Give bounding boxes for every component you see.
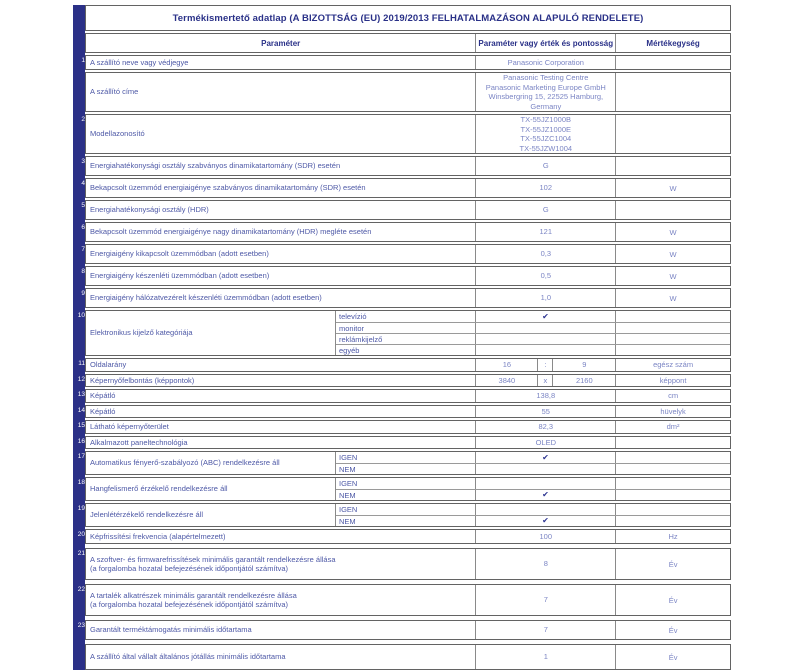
value-cell: 1 bbox=[476, 645, 616, 669]
value-line: Panasonic Marketing Europe GmbH bbox=[485, 82, 606, 92]
param-text: Energiaigény hálózatvezérelt készenléti üzemmódban (adott esetben) bbox=[90, 293, 322, 303]
row-cells bbox=[86, 421, 730, 433]
option-label: NEM bbox=[336, 516, 476, 526]
ratio-value-right: 9 bbox=[582, 360, 587, 369]
row-number: 3 bbox=[81, 158, 85, 165]
table-row bbox=[81, 200, 731, 220]
row-cells bbox=[86, 201, 730, 219]
row-cells bbox=[86, 56, 730, 69]
value-line: Winsbergring 15, 22525 Hamburg, Germany bbox=[488, 92, 604, 111]
table-body bbox=[77, 55, 731, 670]
param-text: Képátló bbox=[90, 391, 116, 400]
param-text: Bekapcsolt üzemmód energiaigénye szabványos dinamikatartomány (SDR) esetén bbox=[90, 183, 366, 193]
checkmark-icon: ✔ bbox=[542, 490, 549, 499]
param-text: Energiaigény kikapcsolt üzemmódban (adott esetben) bbox=[90, 249, 269, 259]
row-number: 15 bbox=[77, 422, 85, 429]
row-number: 11 bbox=[78, 360, 85, 367]
row-number: 8 bbox=[81, 268, 85, 275]
value-cell: 0,3 bbox=[476, 245, 616, 263]
checkmark-icon: ✔ bbox=[542, 311, 549, 321]
table-row bbox=[77, 436, 731, 450]
option-row bbox=[336, 504, 730, 515]
unit-cell: W bbox=[669, 183, 677, 193]
param-label bbox=[86, 157, 476, 175]
param-label bbox=[86, 289, 476, 307]
param-text: A szállító címe bbox=[90, 87, 139, 97]
unit-cell: W bbox=[669, 249, 677, 259]
param-label bbox=[86, 375, 476, 387]
subrow-group bbox=[86, 311, 730, 355]
value-cell bbox=[476, 359, 616, 371]
value-cell: G bbox=[476, 157, 616, 175]
option-label: IGEN bbox=[336, 452, 476, 463]
unit-cell bbox=[616, 115, 730, 153]
value-cell: 138,8 bbox=[476, 390, 616, 402]
unit-cell bbox=[616, 464, 730, 474]
option-label: NEM bbox=[336, 464, 476, 474]
row-number: 12 bbox=[77, 375, 85, 383]
param-label bbox=[86, 530, 476, 543]
param-text: A szoftver- és firmwarefrissítések minimális garantált rendelkezésre állása bbox=[90, 554, 336, 564]
sheet-title: Termékismertető adatlap (A BIZOTTSÁG (EU) 2019/2013 FELHATALMAZÁSON ALAPULÓ RENDELETE) bbox=[172, 12, 644, 24]
param-label bbox=[86, 585, 476, 615]
value-cell: 82,3 bbox=[476, 421, 616, 433]
value-cell: 1,0 bbox=[476, 289, 616, 307]
row-number: 10 bbox=[77, 312, 85, 319]
param-label bbox=[86, 115, 476, 153]
option-value-cell bbox=[476, 516, 616, 526]
value-cell: 121 bbox=[476, 223, 616, 241]
unit-cell bbox=[616, 323, 730, 333]
option-value-cell bbox=[476, 345, 616, 355]
ratio-separator: x bbox=[538, 375, 553, 387]
unit-cell: Év bbox=[668, 625, 678, 635]
subrow-group bbox=[86, 478, 730, 500]
option-value-cell bbox=[476, 452, 616, 463]
row-cells bbox=[86, 245, 730, 263]
option-row bbox=[336, 452, 730, 463]
unit-cell: W bbox=[669, 227, 677, 237]
row-number: 4 bbox=[81, 180, 85, 187]
option-row bbox=[336, 344, 730, 355]
unit-cell bbox=[616, 345, 730, 355]
param-label bbox=[86, 390, 476, 402]
option-value-cell bbox=[476, 490, 616, 500]
option-label: monitor bbox=[336, 323, 476, 333]
table-row bbox=[77, 310, 731, 356]
param-label bbox=[86, 621, 476, 639]
value-cell: Panasonic Corporation bbox=[476, 56, 616, 69]
option-row bbox=[336, 463, 730, 474]
unit-cell bbox=[616, 73, 730, 111]
value-cell: 55 bbox=[476, 406, 616, 418]
param-text: Alkalmazott paneltechnológia bbox=[90, 437, 188, 447]
row-number: 2 bbox=[81, 116, 85, 123]
row-cells bbox=[86, 437, 730, 449]
value-line: Panasonic Testing Centre bbox=[503, 73, 589, 82]
ratio-separator: : bbox=[538, 359, 553, 371]
table-row bbox=[77, 529, 731, 544]
ratio-value-left: 3840 bbox=[476, 375, 538, 387]
header-unit: Mértékegység bbox=[646, 38, 700, 48]
product-datasheet bbox=[73, 5, 731, 670]
option-value-cell bbox=[476, 311, 616, 322]
unit-cell: W bbox=[669, 271, 677, 281]
row-cells bbox=[86, 549, 730, 579]
param-text: Modellazonosító bbox=[90, 129, 145, 139]
param-label bbox=[86, 73, 476, 111]
value-cell bbox=[476, 375, 616, 387]
option-label: NEM bbox=[336, 490, 476, 500]
unit-cell bbox=[616, 478, 730, 489]
option-value-cell bbox=[476, 478, 616, 489]
option-row bbox=[336, 515, 730, 526]
row-number: 16 bbox=[77, 437, 85, 445]
table-row bbox=[81, 178, 731, 198]
sheet-title-bar bbox=[85, 5, 731, 31]
option-value-cell bbox=[476, 334, 616, 344]
subrow-group bbox=[86, 452, 730, 474]
option-label: egyéb bbox=[336, 345, 476, 355]
unit-cell bbox=[616, 201, 730, 219]
table-row bbox=[77, 405, 731, 419]
row-number: 7 bbox=[81, 246, 85, 253]
ratio-value-left: 16 bbox=[476, 359, 538, 371]
unit-cell: képpont bbox=[659, 375, 687, 385]
row-cells bbox=[86, 267, 730, 285]
row-cells bbox=[86, 157, 730, 175]
unit-cell bbox=[616, 504, 730, 515]
unit-cell: dm² bbox=[666, 422, 680, 432]
option-row bbox=[336, 333, 730, 344]
param-text-line2: (a forgalomba hozatal befejezésének időpontjától számítva) bbox=[90, 564, 289, 573]
value-cell: 7 bbox=[476, 621, 616, 639]
row-cells bbox=[86, 359, 730, 371]
option-label: televízió bbox=[336, 311, 476, 322]
option-row bbox=[336, 478, 730, 489]
table-row bbox=[77, 451, 731, 475]
param-text: A tartalék alkatrészek minimális garantált rendelkezésre állása bbox=[90, 590, 297, 600]
ratio-value-right: 2160 bbox=[575, 375, 593, 385]
row-number: 22 bbox=[77, 586, 85, 593]
param-text: Látható képernyőterület bbox=[90, 422, 169, 431]
sub-options bbox=[336, 478, 730, 500]
value-cell: 0,5 bbox=[476, 267, 616, 285]
table-row bbox=[77, 420, 731, 434]
option-value-cell bbox=[476, 323, 616, 333]
param-text: Energiahatékonysági osztály szabványos dinamikatartomány (SDR) esetén bbox=[90, 161, 341, 171]
unit-cell bbox=[616, 56, 730, 69]
value-cell: 100 bbox=[476, 530, 616, 543]
unit-cell bbox=[616, 334, 730, 344]
unit-cell: Év bbox=[668, 652, 678, 662]
param-label: Automatikus fényerő-szabályozó (ABC) rendelkezésre áll bbox=[86, 452, 336, 474]
row-number: 13 bbox=[77, 391, 85, 398]
table-row bbox=[77, 620, 731, 640]
param-label bbox=[86, 201, 476, 219]
table-row bbox=[78, 358, 731, 372]
table-row bbox=[77, 389, 731, 403]
row-cells bbox=[86, 375, 730, 387]
param-text: Képátló bbox=[90, 406, 116, 416]
param-label bbox=[86, 549, 476, 579]
row-cells bbox=[86, 621, 730, 639]
param-label bbox=[86, 406, 476, 418]
unit-cell: egész szám bbox=[653, 360, 694, 370]
option-label: IGEN bbox=[336, 478, 476, 489]
row-number: 17 bbox=[77, 453, 85, 460]
table-header-row bbox=[85, 33, 731, 53]
unit-cell bbox=[616, 157, 730, 175]
sub-options bbox=[336, 452, 730, 474]
param-text: Garantált terméktámogatás minimális időtartama bbox=[90, 625, 252, 635]
unit-cell: cm bbox=[668, 391, 679, 401]
table-row bbox=[81, 156, 731, 176]
param-label bbox=[86, 421, 476, 433]
row-number: 23 bbox=[77, 622, 85, 629]
unit-cell bbox=[616, 490, 730, 500]
value-cell: 7 bbox=[476, 585, 616, 615]
value-cell: 102 bbox=[476, 179, 616, 197]
param-label bbox=[86, 56, 476, 69]
value-line: TX-55JZ1000B bbox=[520, 115, 571, 124]
value-cell: OLED bbox=[476, 437, 616, 449]
param-text: Energiaigény készenléti üzemmódban (adott esetben) bbox=[90, 271, 270, 281]
row-cells bbox=[86, 390, 730, 402]
param-text: Oldalarány bbox=[90, 360, 127, 369]
checkmark-icon: ✔ bbox=[542, 516, 549, 525]
option-row bbox=[336, 322, 730, 333]
row-number: 6 bbox=[81, 224, 85, 231]
value-cell bbox=[476, 73, 616, 111]
unit-cell bbox=[616, 311, 730, 322]
option-row bbox=[336, 311, 730, 322]
header-parameter: Paraméter bbox=[86, 34, 476, 52]
param-text: Képernyőfelbontás (képpontok) bbox=[90, 375, 195, 385]
table-row bbox=[81, 55, 731, 70]
option-value-cell bbox=[476, 504, 616, 515]
table-row bbox=[85, 644, 731, 670]
param-label bbox=[86, 359, 476, 371]
table-row bbox=[85, 72, 731, 112]
row-cells bbox=[86, 289, 730, 307]
option-label: IGEN bbox=[336, 504, 476, 515]
row-cells bbox=[86, 115, 730, 153]
table-row bbox=[77, 477, 731, 501]
param-text: Bekapcsolt üzemmód energiaigénye nagy dinamikatartomány (HDR) megléte esetén bbox=[90, 227, 372, 237]
unit-cell bbox=[616, 516, 730, 526]
sub-options bbox=[336, 311, 730, 355]
table-row bbox=[77, 584, 731, 616]
unit-cell: Év bbox=[668, 595, 678, 605]
row-number: 20 bbox=[77, 531, 85, 538]
param-label: Hangfelismerő érzékelő rendelkezésre áll bbox=[86, 478, 336, 500]
unit-cell: hüvelyk bbox=[660, 406, 686, 416]
table-row bbox=[81, 288, 731, 308]
row-number: 9 bbox=[81, 290, 85, 297]
checkmark-icon: ✔ bbox=[542, 452, 549, 462]
value-line: TX-55JZW1004 bbox=[519, 143, 573, 153]
row-cells bbox=[86, 530, 730, 543]
row-number: 1 bbox=[81, 57, 85, 64]
row-number: 19 bbox=[77, 505, 85, 512]
row-cells bbox=[86, 406, 730, 418]
unit-cell: Hz bbox=[668, 532, 678, 541]
unit-cell bbox=[616, 452, 730, 463]
table-row bbox=[77, 503, 731, 527]
param-label bbox=[86, 245, 476, 263]
param-text: A szállító neve vagy védjegye bbox=[90, 57, 189, 67]
row-cells bbox=[86, 223, 730, 241]
param-text: A szállító által vállalt általános jótállás minimális időtartama bbox=[90, 652, 286, 662]
param-label bbox=[86, 223, 476, 241]
unit-cell: W bbox=[669, 293, 677, 303]
header-value: Paraméter vagy érték és pontosság bbox=[476, 34, 616, 52]
param-label bbox=[86, 179, 476, 197]
param-text: Képfrissítési frekvencia (alapértelmezett) bbox=[90, 531, 226, 541]
value-line: TX-55JZC1004 bbox=[520, 134, 572, 143]
table-row bbox=[81, 222, 731, 242]
row-index-bar bbox=[73, 5, 85, 670]
row-cells bbox=[86, 645, 730, 669]
row-number: 14 bbox=[77, 406, 85, 414]
unit-cell bbox=[616, 437, 730, 449]
param-label bbox=[86, 267, 476, 285]
option-label: reklámkijelző bbox=[336, 334, 476, 344]
param-label bbox=[86, 437, 476, 449]
row-cells bbox=[86, 585, 730, 615]
table-row bbox=[81, 114, 731, 154]
table-row bbox=[77, 374, 731, 388]
row-cells bbox=[86, 73, 730, 111]
param-text-line2: (a forgalomba hozatal befejezésének időpontjától számítva) bbox=[90, 600, 289, 609]
table-row bbox=[81, 244, 731, 264]
value-cell: G bbox=[476, 201, 616, 219]
row-number: 21 bbox=[77, 550, 85, 557]
value-line: TX-55JZ1000E bbox=[520, 124, 571, 134]
option-row bbox=[336, 489, 730, 500]
table-row bbox=[77, 548, 731, 580]
param-text: Energiahatékonysági osztály (HDR) bbox=[90, 205, 209, 215]
sub-options bbox=[336, 504, 730, 526]
option-value-cell bbox=[476, 464, 616, 474]
value-cell: 8 bbox=[476, 549, 616, 579]
row-cells bbox=[86, 179, 730, 197]
row-number: 18 bbox=[77, 479, 85, 486]
table-row bbox=[81, 266, 731, 286]
param-label bbox=[86, 645, 476, 669]
unit-cell: Év bbox=[668, 559, 678, 569]
value-cell bbox=[476, 115, 616, 153]
param-label: Jelenlétérzékelő rendelkezésre áll bbox=[86, 504, 336, 526]
param-label: Elektronikus kijelző kategóriája bbox=[86, 311, 336, 355]
subrow-group bbox=[86, 504, 730, 526]
row-number: 5 bbox=[81, 202, 85, 209]
